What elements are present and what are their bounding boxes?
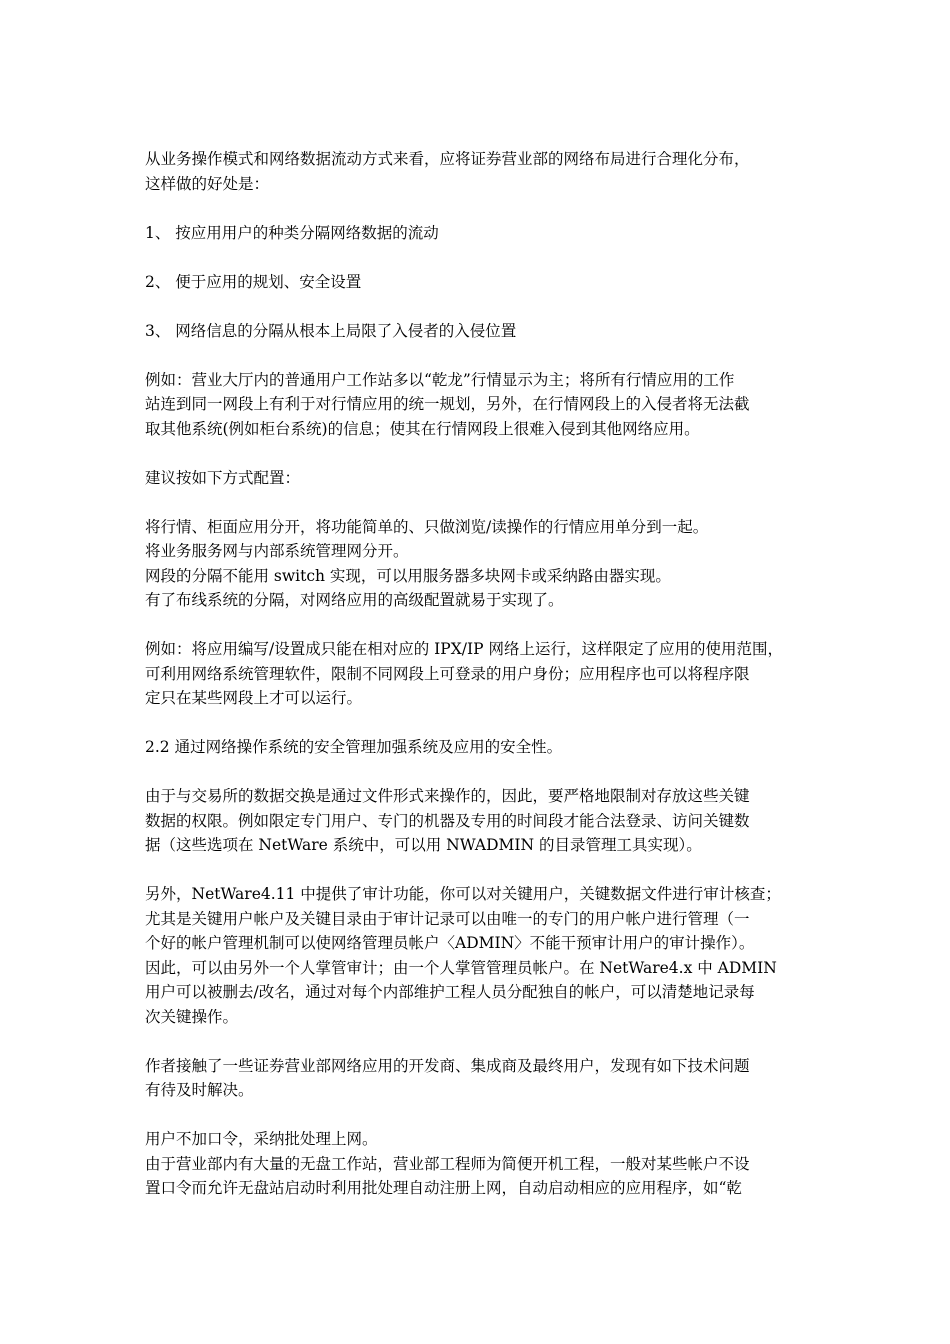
text-line: 由于与交易所的数据交换是通过文件形式来操作的，因此，要严格地限制对存放这些关键: [145, 787, 750, 805]
text-line: 将业务服务网与内部系统管理网分开。: [145, 542, 409, 560]
paragraph: [145, 147, 815, 196]
paragraph: [145, 637, 815, 711]
text-line: 将行情、柜面应用分开，将功能简单的、只做浏览/读操作的行情应用单分到一起。: [145, 517, 709, 536]
paragraph: [145, 784, 815, 858]
text-line: 这样做的好处是：: [145, 174, 270, 193]
paragraph-spacer: [145, 245, 815, 270]
text-line: 有了布线系统的分隔，对网络应用的高级配置就易于实现了。: [145, 591, 564, 609]
text-line: 1、 按应用用户的种类分隔网络数据的流动: [145, 223, 439, 242]
paragraph: [145, 1054, 815, 1103]
paragraph: [145, 882, 815, 1029]
text-line: 例如：营业大厅内的普通用户工作站多以“乾龙”行情显示为主；将所有行情应用的工作: [145, 370, 735, 389]
text-line: 站连到同一网段上有利于对行情应用的统一规划，另外，在行情网段上的入侵者将无法截: [145, 395, 750, 413]
paragraph-spacer: [145, 613, 815, 638]
paragraph-spacer: [145, 1103, 815, 1128]
paragraph-spacer: [145, 858, 815, 883]
paragraph: [145, 735, 815, 760]
text-line: 据（这些选项在 NetWare 系统中，可以用 NWADMIN 的目录管理工具实现）。: [145, 836, 702, 854]
text-line: 作者接触了一些证券营业部网络应用的开发商、集成商及最终用户，发现有如下技术问题: [145, 1056, 750, 1075]
text-line: 数据的权限。例如限定专门用户、专门的机器及专用的时间段才能合法登录、访问关键数: [145, 811, 750, 830]
text-line: 可利用网络系统管理软件，限制不同网段上可登录的用户身份；应用程序也可以将程序限: [145, 664, 750, 683]
paragraph: [145, 319, 815, 344]
paragraph: [145, 221, 815, 246]
text-line: 另外，NetWare4.11 中提供了审计功能，你可以对关键用户，关键数据文件进行审计核查；: [145, 885, 781, 903]
text-line: 用户不加口令，采纳批处理上网。: [145, 1130, 378, 1148]
text-line: 定只在某些网段上才可以运行。: [145, 689, 363, 707]
paragraph-spacer: [145, 711, 815, 736]
paragraph-spacer: [145, 196, 815, 221]
text-line: 个好的帐户管理机制可以使网络管理员帐户〈ADMIN〉不能干预审计用户的审计操作）。: [145, 934, 755, 952]
paragraph-spacer: [145, 760, 815, 785]
paragraph-spacer: [145, 441, 815, 466]
paragraph: [145, 1127, 815, 1201]
text-line: 用户可以被删去/改名，通过对每个内部维护工程人员分配独自的帐户，可以清楚地记录每: [145, 983, 755, 1001]
paragraph-spacer: [145, 294, 815, 319]
text-line: 由于营业部内有大量的无盘工作站，营业部工程师为简便开机工程，一般对某些帐户不设: [145, 1154, 750, 1173]
text-line: 3、 网络信息的分隔从根本上局限了入侵者的入侵位置: [145, 321, 517, 340]
text-line: 因此，可以由另外一个人掌管审计；由一个人掌管管理员帐户。在 NetWare4.x 中 ADMIN: [145, 958, 777, 977]
paragraph: [145, 515, 815, 613]
text-line: 有待及时解决。: [145, 1081, 254, 1099]
text-line: 置口令而允许无盘站启动时利用批处理自动注册上网，自动启动相应的应用程序，如“乾: [145, 1179, 742, 1197]
text-line: 尤其是关键用户帐户及关键目录由于审计记录可以由唯一的专门的用户帐户进行管理（一: [145, 909, 750, 928]
text-line: 2、 便于应用的规划、安全设置: [145, 272, 362, 291]
paragraph: [145, 368, 815, 442]
text-line: 2.2 通过网络操作系统的安全管理加强系统及应用的安全性。: [145, 738, 563, 756]
paragraph: [145, 466, 815, 491]
text-line: 取其他系统(例如柜台系统)的信息；使其在行情网段上很难入侵到其他网络应用。: [145, 419, 700, 438]
paragraph-spacer: [145, 1029, 815, 1054]
paragraph-spacer: [145, 490, 815, 515]
text-line: 建议按如下方式配置：: [145, 468, 301, 487]
text-line: 次关键操作。: [145, 1007, 239, 1026]
text-line: 例如：将应用编写/设置成只能在相对应的 IPX/IP 网络上运行，这样限定了应用的使用范围，: [145, 640, 783, 658]
paragraph: [145, 270, 815, 295]
document-body: [145, 147, 815, 1201]
text-line: 从业务操作模式和网络数据流动方式来看，应将证券营业部的网络布局进行合理化分布，: [145, 150, 750, 168]
paragraph-spacer: [145, 343, 815, 368]
text-line: 网段的分隔不能用 switch 实现，可以用服务器多块网卡或采纳路由器实现。: [145, 566, 671, 585]
